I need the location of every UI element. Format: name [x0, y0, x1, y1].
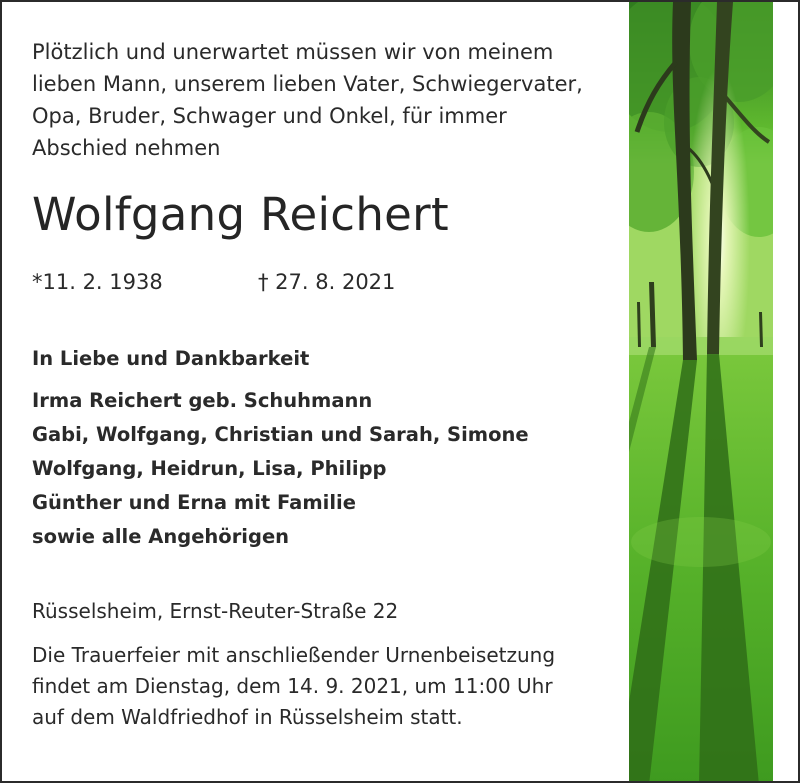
- mourners-heading: In Liebe und Dankbarkeit: [32, 347, 310, 370]
- mourner-line: Irma Reichert geb. Schuhmann: [32, 389, 373, 412]
- birth-date: *11. 2. 1938: [32, 270, 163, 294]
- text-column: [32, 36, 622, 753]
- intro-text: Plötzlich und unerwartet müssen wir von meinem lieben Mann, unserem lieben Vater, Schwiegervater, Opa, Bruder, Schwager und Onkel, für immer Abschied nehmen: [32, 40, 583, 160]
- mourners-block: [32, 342, 622, 554]
- park-trees-photo: [629, 2, 773, 783]
- mourner-line: Gabi, Wolfgang, Christian und Sarah, Simone: [32, 423, 529, 446]
- mourner-line: Günther und Erna mit Familie: [32, 491, 356, 514]
- deceased-name: Wolfgang Reichert: [32, 188, 449, 241]
- life-dates: [32, 267, 622, 297]
- mourner-line: Wolfgang, Heidrun, Lisa, Philipp: [32, 457, 387, 480]
- death-date: † 27. 8. 2021: [258, 270, 396, 294]
- funeral-service-info: Die Trauerfeier mit anschließender Urnenbeisetzung findet am Dienstag, dem 14. 9. 2021, um 11:00 Uhr auf dem Waldfriedhof in Rüsselsheim statt.: [32, 643, 556, 729]
- mourner-line: sowie alle Angehörigen: [32, 525, 290, 548]
- tree-illustration: [629, 2, 773, 783]
- family-address: Rüsselsheim, Ernst-Reuter-Straße 22: [32, 599, 399, 623]
